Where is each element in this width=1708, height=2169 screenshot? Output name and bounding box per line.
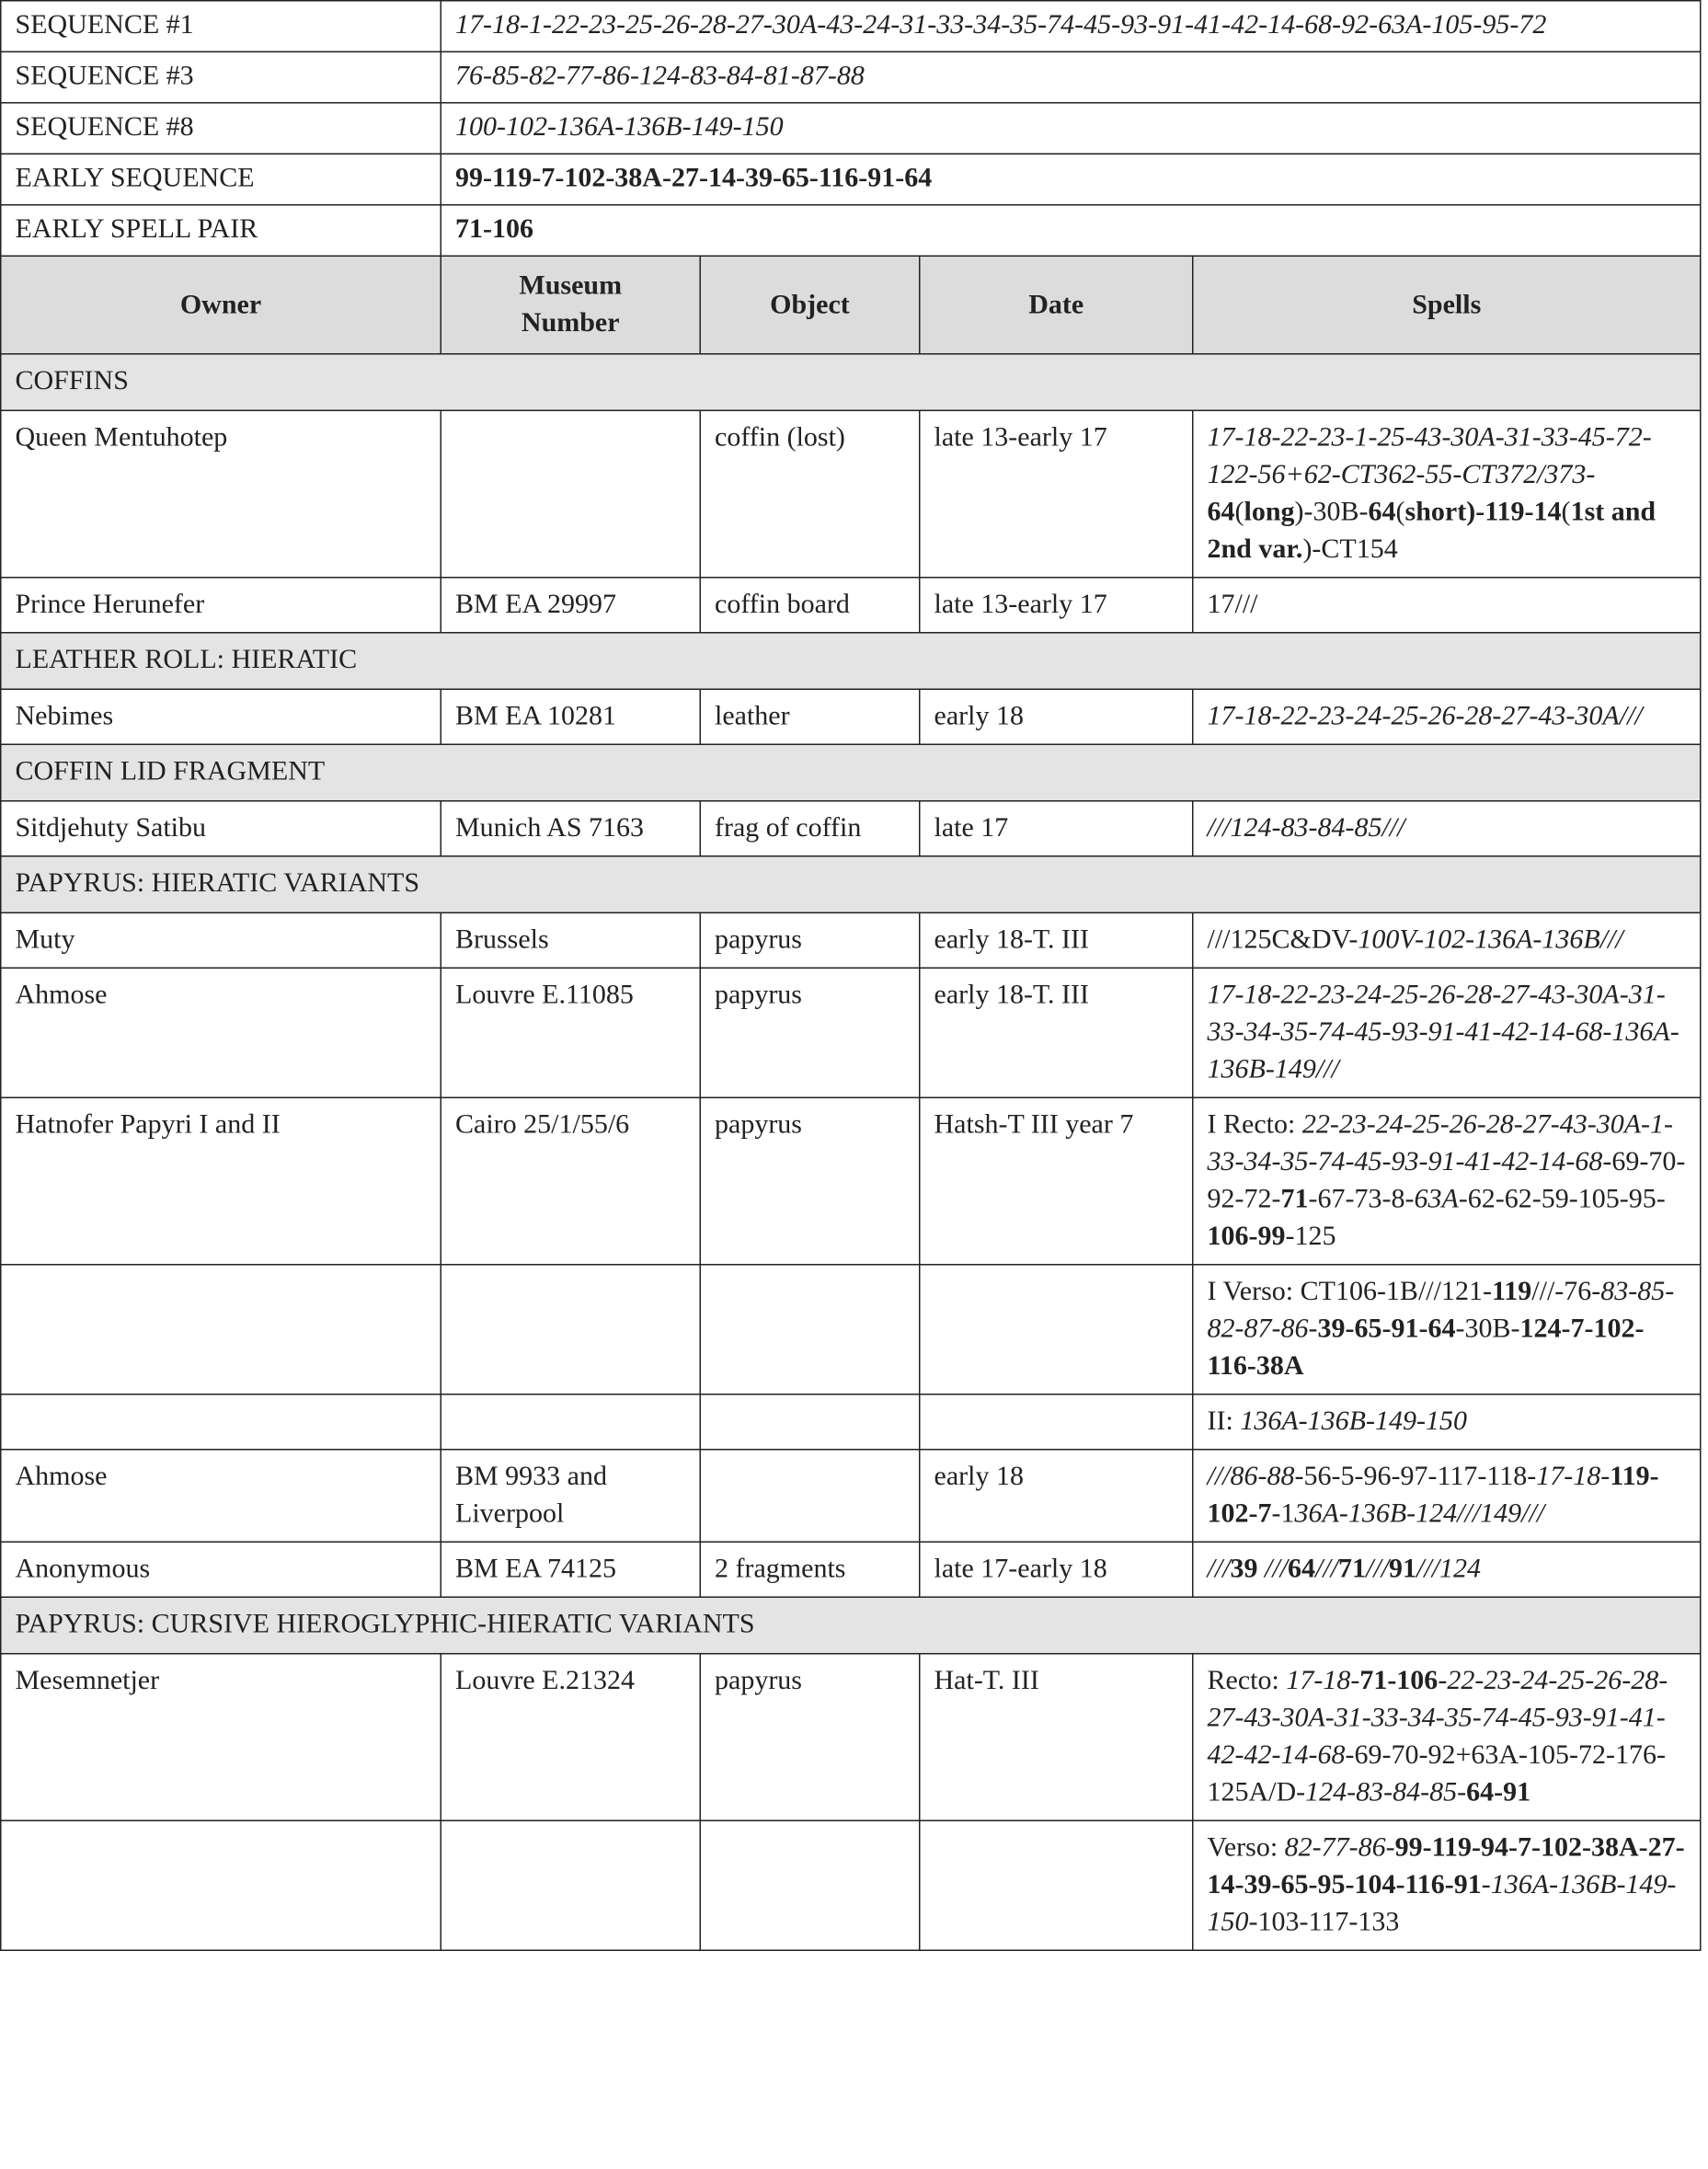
date-cell: early 18 xyxy=(920,689,1193,744)
object-cell: papyrus xyxy=(700,968,920,1097)
spell-segment: /// xyxy=(1366,1554,1390,1584)
table-row xyxy=(1,1820,1701,1950)
owner-cell: Mesemnetjer xyxy=(1,1654,441,1821)
spell-segment: )- xyxy=(1466,497,1485,527)
owner-cell xyxy=(1,1820,441,1950)
object-cell: coffin (lost) xyxy=(700,410,920,578)
sequence-value: 76-85-82-77-86-124-83-84-81-87-88 xyxy=(441,52,1701,103)
spell-segment: 124-7-102-116-38A xyxy=(1207,1314,1645,1382)
object-cell: papyrus xyxy=(700,1097,920,1265)
sequence-value: 17-18-1-22-23-25-26-28-27-30A-43-24-31-33-34-35-74-45-93-91-41-42-14-68-92-63A-105-95-72 xyxy=(441,1,1701,52)
museum-cell: BM EA 29997 xyxy=(441,578,700,633)
spell-segment: ( xyxy=(1234,497,1244,527)
table-row xyxy=(1,912,1701,968)
date-cell: early 18-T. III xyxy=(920,912,1193,968)
spell-segment: 39-65-91-64 xyxy=(1317,1314,1456,1344)
sequence-label: EARLY SPELL PAIR xyxy=(1,205,441,257)
owner-cell: Ahmose xyxy=(1,968,441,1097)
spell-segment: ///124-83-84-85/// xyxy=(1207,812,1405,844)
spells-cell xyxy=(1193,801,1701,856)
museum-cell: Louvre E.11085 xyxy=(441,968,700,1097)
table-row xyxy=(1,689,1701,744)
table-row xyxy=(1,801,1701,856)
section-title: COFFINS xyxy=(1,354,1701,411)
sequence-label: SEQUENCE #8 xyxy=(1,103,441,155)
spell-segment: 71 xyxy=(1338,1554,1367,1584)
spell-segment: 83-85-82-87-86 xyxy=(1207,1276,1675,1344)
owner-cell: Anonymous xyxy=(1,1542,441,1597)
owner-cell: Muty xyxy=(1,912,441,968)
date-cell: late 13-early 17 xyxy=(920,578,1193,633)
section-row xyxy=(1,856,1701,913)
sequence-row xyxy=(1,52,1701,103)
museum-cell: BM EA 74125 xyxy=(441,1542,700,1597)
object-cell: papyrus xyxy=(700,912,920,968)
spell-segment: 17-18-22-23-24-25-26-28-27-43-30A-31-33-34-35-74-45-93-91-41-42-14-68-136A-136B-149/// xyxy=(1207,980,1679,1084)
spells-cell xyxy=(1193,968,1701,1097)
spell-segment: ///125C&DV- xyxy=(1207,924,1358,955)
spell-segment: 39 xyxy=(1230,1554,1258,1584)
header-spells: Spells xyxy=(1193,256,1701,354)
spell-segment: 82-77-86 xyxy=(1284,1832,1386,1863)
spell-segment: 17-18- xyxy=(1536,1461,1611,1492)
spell-segment: -103-117-133 xyxy=(1248,1907,1400,1937)
spell-segment: - xyxy=(1438,1665,1448,1696)
spell-segment: I Recto: xyxy=(1207,1109,1302,1140)
spells-cell xyxy=(1193,912,1701,968)
spell-segment: I Verso: CT106-1B///121- xyxy=(1207,1276,1492,1307)
museum-cell: Munich AS 7163 xyxy=(441,801,700,856)
owner-cell: Nebimes xyxy=(1,689,441,744)
spell-segment: -56-5-96-97-117-118- xyxy=(1294,1461,1537,1492)
header-object: Object xyxy=(700,256,920,354)
spell-segment: )-30B- xyxy=(1294,497,1369,527)
spell-segment: ///124 xyxy=(1416,1554,1482,1584)
spell-segment: - xyxy=(1385,1832,1395,1863)
museum-cell xyxy=(441,1265,700,1394)
header-owner: Owner xyxy=(1,256,441,354)
object-cell: frag of coffin xyxy=(700,801,920,856)
section-row xyxy=(1,354,1701,411)
spell-segment: -30B- xyxy=(1455,1314,1520,1344)
spell-segment: 119 xyxy=(1491,1276,1532,1307)
museum-cell: BM EA 10281 xyxy=(441,689,700,744)
section-title: PAPYRUS: CURSIVE HIEROGLYPHIC-HIERATIC VARIANTS xyxy=(1,1597,1701,1654)
object-cell: leather xyxy=(700,689,920,744)
spell-segment: ( xyxy=(1395,497,1405,527)
spell-segment: /// xyxy=(1315,1554,1339,1584)
sequence-value: 99-119-7-102-38A-27-14-39-65-116-91-64 xyxy=(441,154,1701,205)
section-row xyxy=(1,1597,1701,1654)
spell-segment: 91 xyxy=(1389,1554,1417,1584)
spell-segment: ///-76- xyxy=(1531,1276,1601,1307)
spell-segment: long xyxy=(1244,497,1295,527)
museum-cell: Cairo 25/1/55/6 xyxy=(441,1097,700,1265)
table-row xyxy=(1,1450,1701,1543)
spell-segment: -67-73-8- xyxy=(1308,1184,1415,1214)
object-cell: papyrus xyxy=(700,1654,920,1821)
date-cell: Hatsh-T III year 7 xyxy=(920,1097,1193,1265)
spell-segment: 17-18- xyxy=(1286,1665,1360,1696)
spell-segment: 22-23-24-25-26-28-27-43-30A-1-33-34-35-74-45-93-91-41-42-14-68 xyxy=(1207,1109,1674,1177)
spells-cell xyxy=(1193,1394,1701,1450)
section-title: LEATHER ROLL: HIERATIC xyxy=(1,633,1701,690)
table-row xyxy=(1,1394,1701,1450)
spell-segment: 22-23-24-25-26-28-27-43-30A-31-33-34-35-74-45-93-91-41-42-42-14-68 xyxy=(1207,1665,1668,1771)
spell-segment: 64 xyxy=(1368,497,1396,527)
object-cell xyxy=(700,1265,920,1394)
spells-cell xyxy=(1193,1654,1701,1821)
spell-segment: - xyxy=(1308,1314,1318,1344)
spell-segment: ///86-88 xyxy=(1207,1461,1295,1492)
spells-cell xyxy=(1193,1542,1701,1597)
spell-segment: 119-14 xyxy=(1484,497,1562,527)
museum-cell: Brussels xyxy=(441,912,700,968)
sequence-value: 71-106 xyxy=(441,205,1701,257)
spell-segment: Verso: xyxy=(1207,1832,1285,1863)
spell-segment: ( xyxy=(1561,497,1571,527)
sequence-label: SEQUENCE #1 xyxy=(1,1,441,52)
table-row xyxy=(1,410,1701,578)
spell-segment: /// xyxy=(1257,1554,1289,1584)
date-cell xyxy=(920,1265,1193,1394)
spell-segment: -125 xyxy=(1285,1221,1336,1252)
museum-cell: Louvre E.21324 xyxy=(441,1654,700,1821)
date-cell: late 13-early 17 xyxy=(920,410,1193,578)
sequence-row xyxy=(1,1,1701,52)
table-row xyxy=(1,1654,1701,1821)
spell-segment: 136A-136B-149-150 xyxy=(1240,1406,1467,1437)
section-row xyxy=(1,633,1701,690)
museum-cell: BM 9933 and Liverpool xyxy=(441,1450,700,1543)
spell-segment: )-CT154 xyxy=(1302,534,1398,565)
column-header-row xyxy=(1,256,1701,354)
owner-cell: Ahmose xyxy=(1,1450,441,1543)
table-row xyxy=(1,578,1701,633)
spells-cell xyxy=(1193,578,1701,633)
section-row xyxy=(1,744,1701,801)
section-title: COFFIN LID FRAGMENT xyxy=(1,744,1701,801)
object-cell xyxy=(700,1450,920,1543)
spells-cell xyxy=(1193,410,1701,578)
object-cell: 2 fragments xyxy=(700,1542,920,1597)
museum-cell xyxy=(441,1394,700,1450)
spell-segment: 106-99 xyxy=(1207,1221,1286,1252)
spells-cell xyxy=(1193,689,1701,744)
spells-cell xyxy=(1193,1265,1701,1394)
spell-segment: -1 xyxy=(1271,1498,1295,1529)
spell-segment: 64 xyxy=(1207,497,1235,527)
owner-cell: Hatnofer Papyri I and II xyxy=(1,1097,441,1265)
spell-segment: 136A-136B-149-150 xyxy=(1207,1869,1677,1937)
date-cell xyxy=(920,1394,1193,1450)
spell-segment: 36A-136B-124///149/// xyxy=(1294,1498,1545,1529)
sequence-value: 100-102-136A-136B-149-150 xyxy=(441,103,1701,155)
spell-segment: 124-83-84-85 xyxy=(1305,1777,1458,1808)
sequence-row xyxy=(1,205,1701,257)
date-cell xyxy=(920,1820,1193,1950)
spell-segment: 17/// xyxy=(1207,589,1258,620)
spell-segment: 64 xyxy=(1288,1554,1316,1584)
spell-segment: -62-62-59-105-95- xyxy=(1458,1184,1666,1214)
sequence-label: SEQUENCE #3 xyxy=(1,52,441,103)
spell-segment: 1st and 2nd var. xyxy=(1207,497,1656,565)
date-cell: Hat-T. III xyxy=(920,1654,1193,1821)
owner-cell xyxy=(1,1265,441,1394)
spells-cell xyxy=(1193,1450,1701,1543)
sequence-row xyxy=(1,154,1701,205)
header-date: Date xyxy=(920,256,1193,354)
date-cell: early 18 xyxy=(920,1450,1193,1543)
spell-segment: 100V-102-136A-136B/// xyxy=(1358,924,1623,955)
spell-segment: 64-91 xyxy=(1466,1777,1531,1808)
museum-cell xyxy=(441,410,700,578)
spell-segment: -69-70-92+63A-105-72-176-125A/D- xyxy=(1207,1739,1666,1808)
spell-segment: - xyxy=(1457,1777,1467,1808)
spell-segment: Recto: xyxy=(1207,1665,1287,1696)
spell-segment: 71 xyxy=(1280,1184,1309,1214)
spell-segment: 71-106 xyxy=(1359,1665,1439,1696)
owner-cell xyxy=(1,1394,441,1450)
owner-cell: Prince Herunefer xyxy=(1,578,441,633)
object-cell: coffin board xyxy=(700,578,920,633)
museum-cell xyxy=(441,1820,700,1950)
date-cell: late 17-early 18 xyxy=(920,1542,1193,1597)
object-cell xyxy=(700,1394,920,1450)
spell-segment: 99-119-94-7-102-38A-27-14-39-65-95-104-116-91 xyxy=(1207,1832,1685,1900)
owner-cell: Sitdjehuty Satibu xyxy=(1,801,441,856)
table-row xyxy=(1,1542,1701,1597)
date-cell: early 18-T. III xyxy=(920,968,1193,1097)
spell-segment: - xyxy=(1481,1869,1491,1900)
spells-cell xyxy=(1193,1820,1701,1950)
table-row xyxy=(1,1265,1701,1394)
owner-cell: Queen Mentuhotep xyxy=(1,410,441,578)
spell-segment: 119-102-7 xyxy=(1207,1461,1659,1529)
object-cell xyxy=(700,1820,920,1950)
spell-segment: -69-70-92-72- xyxy=(1207,1146,1686,1214)
spell-segment: /// xyxy=(1207,1554,1231,1584)
table-row xyxy=(1,1097,1701,1265)
sequence-label: EARLY SEQUENCE xyxy=(1,154,441,205)
header-museum-number: Museum Number xyxy=(441,256,700,354)
spell-segment: 63A xyxy=(1414,1184,1459,1214)
spells-cell xyxy=(1193,1097,1701,1265)
spell-segment: short xyxy=(1404,497,1467,527)
table-row xyxy=(1,968,1701,1097)
spell-segment: II: xyxy=(1207,1406,1241,1437)
section-title: PAPYRUS: HIERATIC VARIANTS xyxy=(1,856,1701,913)
spell-segment: 17-18-22-23-1-25-43-30A-31-33-45-72-122-56+62-CT362-55-CT372/373- xyxy=(1207,422,1652,490)
date-cell: late 17 xyxy=(920,801,1193,856)
sequence-row xyxy=(1,103,1701,155)
spell-segment: 17-18-22-23-24-25-26-28-27-43-30A/// xyxy=(1207,701,1643,731)
